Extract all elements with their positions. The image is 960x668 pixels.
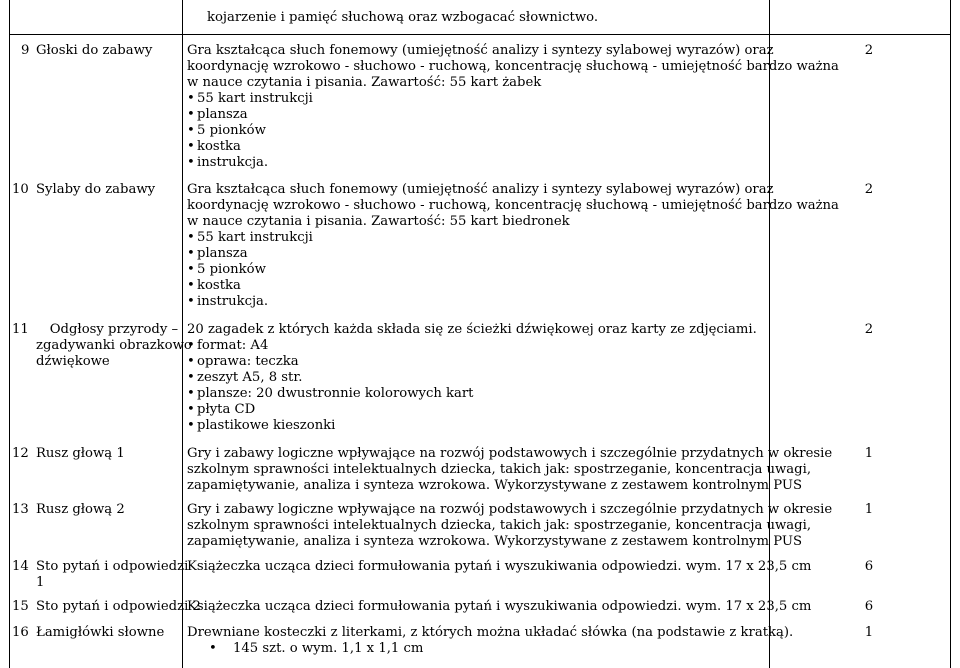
continued-description: kojarzenie i pamięć słuchową oraz wzbogacać słownictwo.: [207, 10, 599, 25]
product-description: Książeczka ucząca dzieci formułowania pytań i wyszukiwania odpowiedzi. wym. 17 x 23,5 cm: [187, 599, 812, 614]
list-item: • 55 kart instrukcji: [187, 91, 839, 107]
list-item: • instrukcja.: [187, 155, 839, 171]
contents-list: [187, 338, 757, 434]
table-border-right: [950, 0, 951, 668]
row-number: 13: [12, 502, 29, 517]
product-name: Rusz głową 1: [36, 446, 125, 461]
contents-list: [187, 230, 839, 310]
row-number: 10: [12, 182, 29, 197]
row-number: 12: [12, 446, 29, 461]
row-number: 15: [12, 599, 29, 614]
quantity: 1: [864, 502, 874, 517]
list-item: • zeszyt A5, 8 str.: [187, 370, 757, 386]
product-name: Rusz głową 2: [36, 502, 125, 517]
row-number: 11: [12, 322, 29, 337]
product-name: Sto pytań i odpowiedzi 1: [36, 559, 189, 590]
list-item: • 5 pionków: [187, 123, 839, 139]
list-item: • instrukcja.: [187, 294, 839, 310]
list-item: • plansza: [187, 246, 839, 262]
quantity: 2: [864, 182, 874, 197]
quantity: 2: [864, 322, 874, 337]
list-item: • plansza: [187, 107, 839, 123]
product-description: Książeczka ucząca dzieci formułowania pytań i wyszukiwania odpowiedzi. wym. 17 x 23,5 cm: [187, 559, 812, 574]
row-divider-top: [9, 34, 951, 35]
row-number: 9: [21, 43, 30, 58]
list-item: • oprawa: teczka: [187, 354, 757, 370]
row-number: 14: [12, 559, 29, 574]
product-description: Gry i zabawy logiczne wpływające na rozwój podstawowych i szczególnie przydatnych w okresie szkolnym sprawności intelektualnych dziecka, takich jak: spostrzeganie, koncentracja uwagi, zapamiętywanie, analiza i synteza wzrokowa. Wykorzystywane z zestawem kontrolnym PUS: [187, 502, 833, 549]
list-item: • kostka: [187, 139, 839, 155]
product-name: Łamigłówki słowne: [36, 625, 165, 640]
list-item: • kostka: [187, 278, 839, 294]
product-description: 20 zagadek z których każda składa się ze ścieżki dźwiękowej oraz karty ze zdjęciami. • format: A4 • oprawa: teczka • zeszyt A5, 8 str. • plansze: 20 dwustronnie kolorowych kart • płyta CD • plastikowe kieszonki: [187, 322, 757, 434]
product-name: Sto pytań i odpowiedzi 2: [36, 599, 201, 614]
row-number: 16: [12, 625, 29, 640]
quantity: 1: [864, 625, 874, 640]
quantity: 1: [864, 446, 874, 461]
list-item: • płyta CD: [187, 402, 757, 418]
product-name: Odgłosy przyrody – zgadywanki obrazkowo dźwiękowe: [36, 322, 192, 369]
list-item: • 5 pionków: [187, 262, 839, 278]
contents-list: [187, 91, 839, 171]
product-description: Drewniane kosteczki z literkami, z których można układać słówka (na podstawie z kratką). • 145 szt. o wym. 1,1 x 1,1 cm: [187, 625, 793, 657]
product-name: Sylaby do zabawy: [36, 182, 156, 197]
list-item: • plastikowe kieszonki: [187, 418, 757, 434]
product-description: Gra kształcąca słuch fonemowy (umiejętność analizy i syntezy sylabowej wyrazów) oraz koordynację wzrokowo - słuchowo - ruchową, koncentrację słuchową - umiejętność bardzo ważna w nauce czytania i pisania. Zawartość: 55 kart żabek • 55 kart instrukcji • plansza • 5 pionków • kostka • instrukcja.: [187, 43, 839, 171]
product-name: Głoski do zabawy: [36, 43, 153, 58]
table-border-left: [9, 0, 10, 668]
list-item: • format: A4: [187, 338, 757, 354]
list-item: • 145 szt. o wym. 1,1 x 1,1 cm: [209, 641, 793, 657]
quantity: 6: [864, 599, 874, 614]
quantity: 6: [864, 559, 874, 574]
list-item: • 55 kart instrukcji: [187, 230, 839, 246]
quantity: 2: [864, 43, 874, 58]
contents-list: [209, 641, 793, 657]
product-description: Gry i zabawy logiczne wpływające na rozwój podstawowych i szczególnie przydatnych w okresie szkolnym sprawności intelektualnych dziecka, takich jak: spostrzeganie, koncentracja uwagi, zapamiętywanie, analiza i synteza wzrokowa. Wykorzystywane z zestawem kontrolnym PUS: [187, 446, 833, 493]
product-description: Gra kształcąca słuch fonemowy (umiejętność analizy i syntezy sylabowej wyrazów) oraz koordynację wzrokowo - słuchowo - ruchową, koncentrację słuchową - umiejętność bardzo ważna w nauce czytania i pisania. Zawartość: 55 kart biedronek • 55 kart instrukcji • plansza • 5 pionków • kostka • instrukcja.: [187, 182, 839, 310]
list-item: • plansze: 20 dwustronnie kolorowych kart: [187, 386, 757, 402]
